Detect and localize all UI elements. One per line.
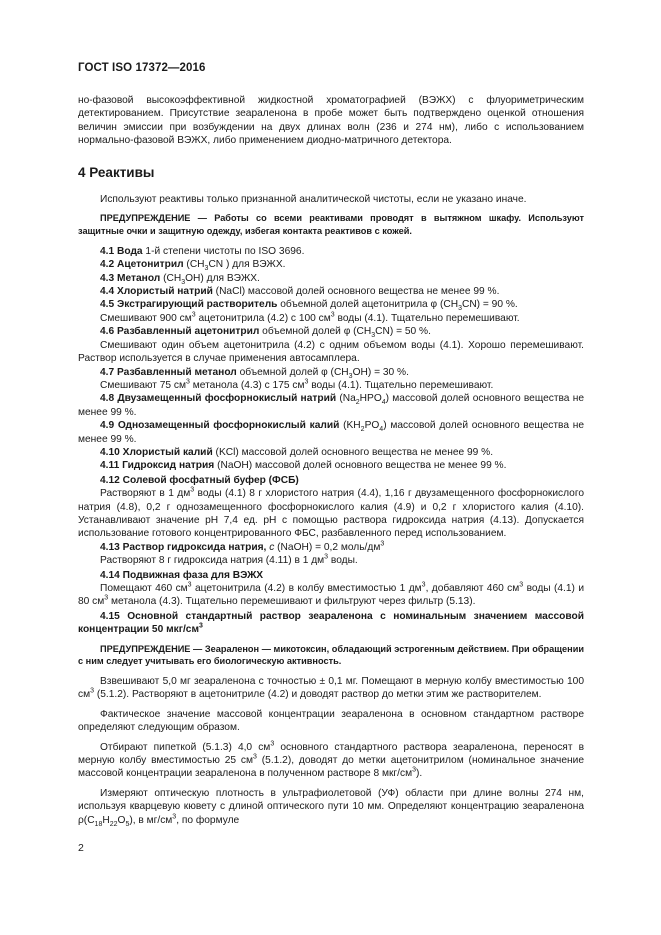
item-4-12: 4.12 Солевой фосфатный буфер (ФСБ) — [100, 474, 299, 486]
warning-note-2: ПРЕДУПРЕЖДЕНИЕ — Зеараленон — микотоксин, обладающий эстрогенным действием. При обращении с ним следует учитывать его биологическую активность. — [78, 643, 584, 666]
paragraph-weighing: Взвешивают 5,0 мг зеараленона с точностью ± 0,1 мг. Помещают в мерную колбу вместимостью 100 $см^3$ (5.1.2). Растворяют в ацетонитриле (4.2) и доводят раствор до метки этим же растворителем. — [78, 676, 584, 701]
item-4-1: 4.1 Вода 1-й степени чистоты по ISO 3696. — [100, 245, 305, 257]
item-4-6-prep: Смешивают один объем ацетонитрила (4.2) с одним объемом воды (4.1). Хорошо перемешивают. Раствор используется в случае применения автосамплера. — [78, 339, 584, 365]
item-4-14: 4.14 Подвижная фаза для ВЭЖХ — [100, 569, 264, 581]
paragraph-actual-value: Фактическое значение массовой концентрации зеараленона в основном стандартном растворе определяют следующим образом. — [78, 708, 584, 734]
section-heading: 4 Реактивы — [78, 164, 155, 180]
paragraph-optical-density: Измеряют оптическую плотность в ультрафиолетовой (УФ) области при длине волны 274 нм, используя кварцевую кювету с длиной оптического пути 10 мм. Определяют концентрацию зеараленона $\rho(C_{18}H_{22}O_5)$, в $мг/см^3$, по формуле — [78, 787, 584, 828]
document-body — [78, 94, 584, 827]
item-4-10: 4.10 Хлористый калий (KCl) массовой долей основного вещества не менее 99 %. — [100, 446, 494, 458]
item-4-8: 4.8 Двузамещенный фосфорнокислый натрий $(Na_2HPO_4)$ массовой долей основного вещества не менее 99 %. — [78, 393, 584, 418]
item-4-13: 4.13 Раствор гидроксида натрия, c (NaOH) = 0,2 моль/$дм^3$ — [100, 540, 385, 553]
item-4-6: 4.6 Разбавленный ацетонитрил объемной долей φ $(CH_3CN) = 50$ %. — [100, 326, 431, 340]
item-4-14-prep: Помещают 460 $см^3$ ацетонитрила (4.2) в колбу вместимостью 1 $дм^3$, добавляют 460 $см^3$ воды (4.1) и 80 $см^3$ метанола (4.3). Тщательно перемешивают и фильтруют через фильтр (5.13). — [78, 581, 585, 608]
item-4-7: 4.7 Разбавленный метанол объемной долей φ $(CH_3OH) = 30$ %. — [100, 366, 409, 380]
section-intro: Используют реактивы только признанной аналитической чистоты, если не указано иначе. — [100, 194, 527, 206]
item-4-11: 4.11 Гидроксид натрия (NaOH) массовой долей основного вещества не менее 99 %. — [100, 460, 507, 472]
page-number: 2 — [78, 842, 84, 854]
item-4-2: 4.2 Ацетонитрил ($CH_3CN$ ) для ВЭЖХ. — [100, 259, 286, 273]
warning-note: ПРЕДУПРЕЖДЕНИЕ — Работы со всеми реактивами проводят в вытяжном шкафу. Используют защитные очки и защитную одежду, избегая контакта реактивов с кожей. — [78, 213, 584, 236]
item-4-5: 4.5 Экстрагирующий растворитель объемной долей ацетонитрила φ $(CH_3CN) = 90$ %. — [100, 299, 518, 313]
paragraph-pipette: Отбирают пипеткой (5.1.3) 4,0 $см^3$ основного стандартного раствора зеараленона, переносят в мерную колбу вместимостью 25 $см^3$ (5.1.2), доводят до метки ацетонитрилом (номинальное значение массовой концентрации зеараленона в полученном растворе 8 мкг/$см^3$). — [78, 740, 585, 780]
document-header: ГОСТ ISO 17372—2016 — [78, 62, 206, 74]
item-4-15: 4.15 Основной стандартный раствор зеараленона с номинальным значением массовой концентрации 50 мкг/$см^3$ — [78, 610, 584, 636]
item-4-3: 4.3 Метанол $(CH_3OH)$ для ВЭЖХ. — [100, 272, 260, 286]
item-4-4: 4.4 Хлористый натрий (NaCl) массовой долей основного вещества не менее 99 %. — [100, 286, 500, 298]
item-4-12-prep: Растворяют в 1 $дм^3$ воды (4.1) 8 г хлористого натрия (4.4), 1,16 г двузамещенного фосфорнокислого натрия (4.8), 0,2 г однозамещенного фосфорнокислого калия (4.9) и 0,2 г хлористого калия (4.10). Устанавливают значение pH 7,4 ед. pH с помощью раствора гидроксида натрия (4.13). Допускается использование готового концентрированного ФБС, разбавленного перед использованием. — [78, 486, 584, 540]
intro-paragraph: но-фазовой высокоэффективной жидкостной хроматографией (ВЭЖХ) с флуориметрическим детектированием. Присутствие зеараленона в пробе может быть подтверждено оценкой отношения величин эмиссии при возбуждении на двух длинах волн (236 и 274 нм), либо с использованием нормально-фазовой ВЭЖХ, либо применением диодно-матричного детектора. — [78, 95, 584, 147]
item-4-7-prep: Смешивают 75 $см^3$ метанола (4.3) с 175 $см^3$ воды (4.1). Тщательно перемешивают. — [100, 378, 494, 391]
item-4-9: 4.9 Однозамещенный фосфорнокислый калий $(KH_2PO_4)$ массовой долей основного вещества не менее 99 %. — [78, 420, 584, 445]
item-4-13-prep: Растворяют 8 г гидроксида натрия (4.11) в 1 $дм^3$ воды. — [100, 553, 358, 567]
item-4-5-prep: Смешивают 900 $см^3$ ацетонитрила (4.2) с 100 $см^3$ воды (4.1). Тщательно перемешивают. — [100, 311, 520, 324]
